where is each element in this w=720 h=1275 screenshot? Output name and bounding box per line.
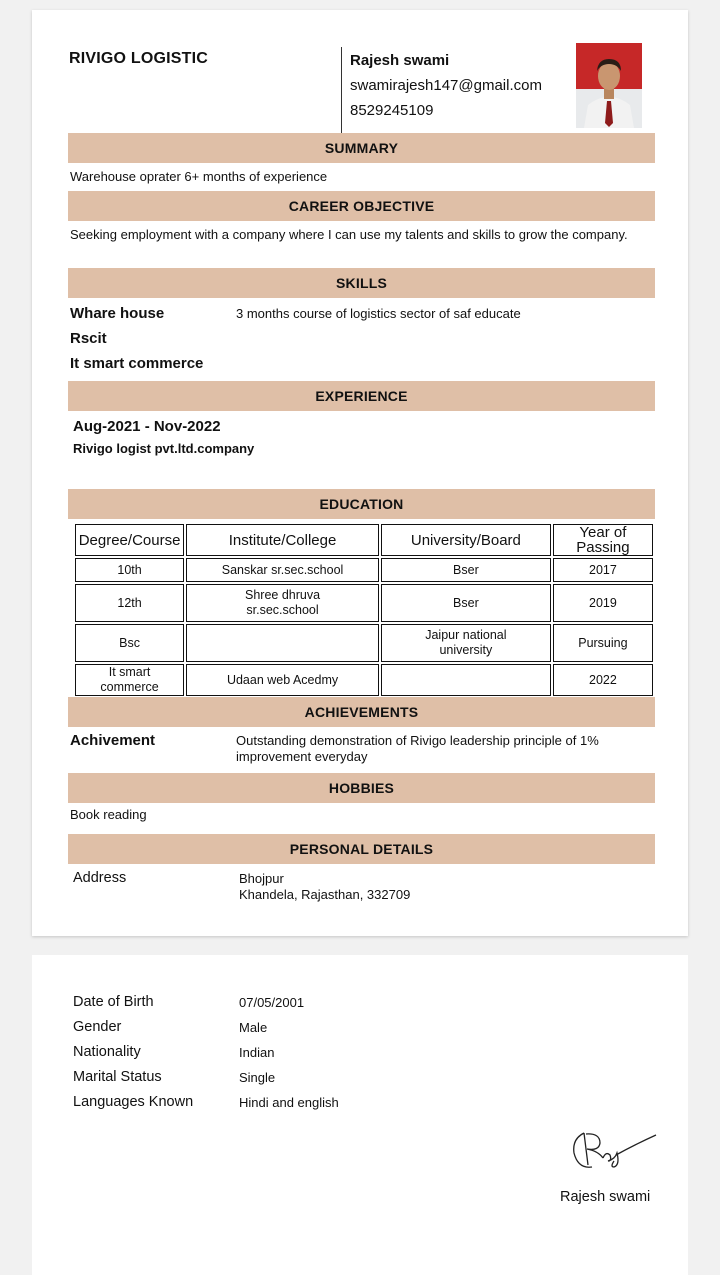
personal-details-heading: PERSONAL DETAILS [68,834,655,864]
detail-label: Marital Status [73,1069,162,1085]
detail-value: Indian [239,1045,275,1060]
address-line: Khandela, Rajasthan, 332709 [239,887,411,902]
table-cell: 12th [75,584,184,622]
signature-image [570,1125,660,1175]
candidate-phone: 8529245109 [350,102,434,119]
column-header: Degree/Course [75,524,184,556]
table-cell: Bser [381,584,551,622]
column-header: Year of Passing [553,524,653,556]
summary-heading: SUMMARY [68,133,655,163]
achievement-text: Outstanding demonstration of Rivigo leadership principle of 1% improvement everyday [236,733,599,764]
column-header: Institute/College [186,524,379,556]
table-cell: 10th [75,558,184,582]
hobbies-heading: HOBBIES [68,773,655,803]
table-row [75,624,653,662]
skills-heading: SKILLS [68,268,655,298]
skill-item: Whare house [70,305,165,322]
candidate-name: Rajesh swami [350,52,450,69]
table-cell: Udaan web Acedmy [186,664,379,696]
table-cell: 2022 [553,664,653,696]
detail-value: Single [239,1070,276,1085]
resume-page-2 [32,955,688,1275]
profile-photo [576,43,642,128]
column-header: University/Board [381,524,551,556]
achievements-heading: ACHIEVEMENTS [68,697,655,727]
summary-text: Warehouse oprater 6+ months of experience [70,169,328,184]
detail-value: Male [239,1020,268,1035]
skill-note: 3 months course of logistics sector of saf educate [236,306,521,321]
candidate-email: swamirajesh147@gmail.com [350,77,542,94]
table-cell: Bsc [75,624,184,662]
company-name: RIVIGO LOGISTIC [69,50,209,67]
education-heading: EDUCATION [68,489,655,519]
detail-label: Date of Birth [73,994,154,1010]
hobbies-text: Book reading [70,807,147,822]
detail-value: Hindi and english [239,1095,339,1110]
table-header-row [75,524,653,556]
education-table [73,522,655,698]
experience-company: Rivigo logist pvt.ltd.company [73,441,255,456]
table-cell: It smart commerce [75,664,184,696]
detail-label: Nationality [73,1044,141,1060]
resume-page-1 [32,10,688,936]
address-line: Bhojpur [239,871,284,886]
address-label: Address [73,870,127,886]
table-cell: Pursuing [553,624,653,662]
career-objective-heading: CAREER OBJECTIVE [68,191,655,221]
table-cell: Shree dhruva sr.sec.school [186,584,379,622]
table-cell [381,664,551,696]
header-divider [341,47,342,133]
detail-label: Gender [73,1019,122,1035]
detail-value: 07/05/2001 [239,995,305,1010]
experience-heading: EXPERIENCE [68,381,655,411]
table-cell: 2019 [553,584,653,622]
table-cell: Bser [381,558,551,582]
experience-period: Aug-2021 - Nov-2022 [73,418,221,435]
table-cell: 2017 [553,558,653,582]
table-row [75,584,653,622]
skill-item: Rscit [70,330,107,347]
table-row [75,558,653,582]
achievement-label: Achivement [70,732,156,749]
signature-name: Rajesh swami [560,1189,651,1205]
table-cell: Jaipur national university [381,624,551,662]
table-row [75,664,653,696]
skill-item: It smart commerce [70,355,204,372]
career-objective-text: Seeking employment with a company where I can use my talents and skills to grow the company. [70,227,628,242]
table-cell [186,624,379,662]
detail-label: Languages Known [73,1094,194,1110]
table-cell: Sanskar sr.sec.school [186,558,379,582]
